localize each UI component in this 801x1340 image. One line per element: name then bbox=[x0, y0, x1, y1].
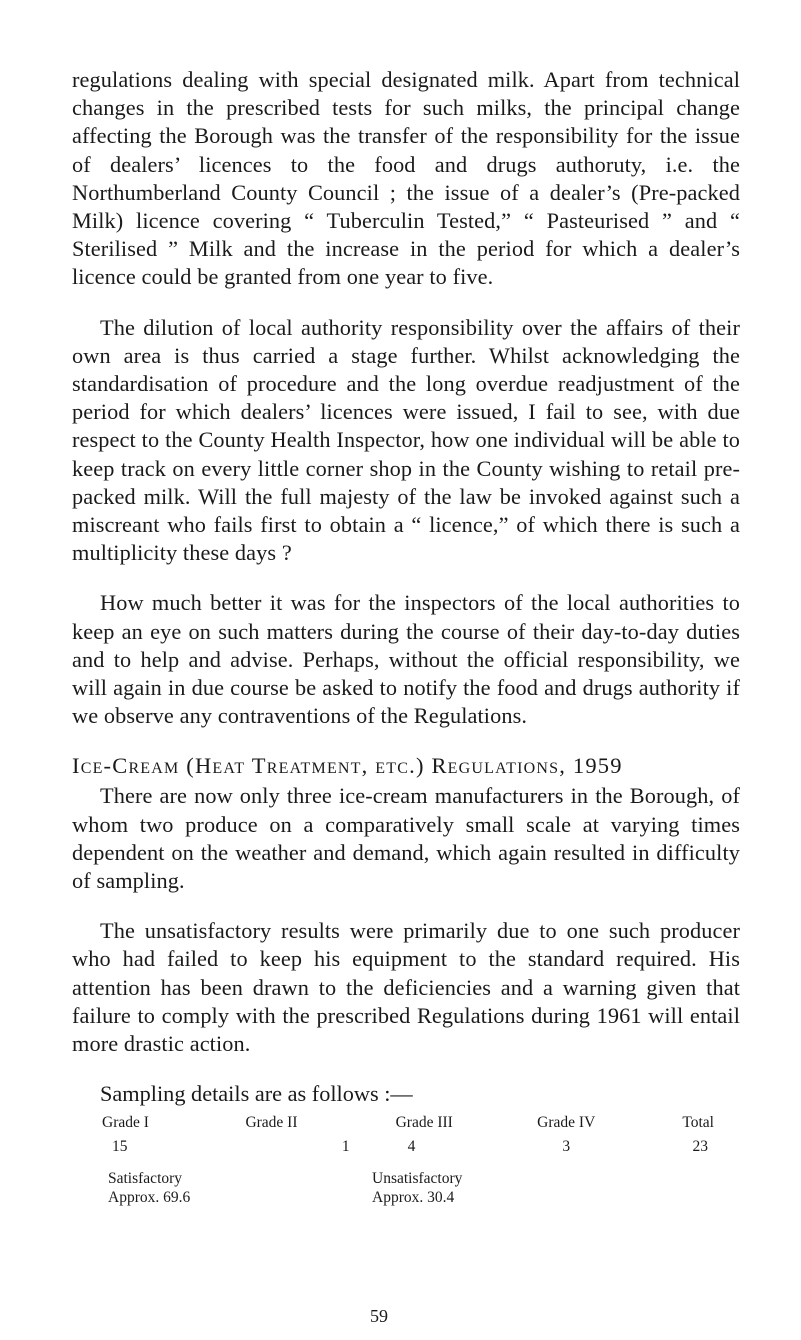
header-total: Total bbox=[682, 1114, 714, 1132]
paragraph-inspectors: How much better it was for the inspectors of the local authorities to keep an eye on such matters during the course of their day-to-day duties and to help and advise. Perhaps, without the official responsibility, we will again in due course be asked to notify the food and drugs authority if we observe any contraventions of the Regulations. bbox=[72, 590, 740, 729]
value-total: 23 bbox=[692, 1138, 708, 1156]
satisfactory-summary bbox=[108, 1169, 348, 1207]
paragraph-special-milk: regulations dealing with special designated milk. Apart from technical changes in the prescribed tests for such milks, the principal change affecting the Borough was the transfer of the responsibility for the issue of dealers’ licences to the food and drugs authoruty, i.e. the Northumberland County Council ; the issue of a dealer’s (Pre-packed Milk) licence covering “ Tuberculin Tested,” “ Pasteurised ” and “ Sterilised ” Milk and the increase in the period for which a dealer’s licence could be granted from one year to five. bbox=[72, 67, 740, 290]
header-grade-1: Grade I bbox=[102, 1114, 149, 1132]
section-heading-ice-cream: Ice-Cream (Heat Treatment, etc.) Regulations, 1959 bbox=[72, 753, 623, 779]
summary-row bbox=[108, 1169, 740, 1207]
sampling-table bbox=[102, 1112, 714, 1157]
table-row bbox=[102, 1133, 714, 1157]
paragraph-unsatisfactory: The unsatisfactory results were primarily due to one such producer who had failed to keep his equipment to the standard required. His attention has been drawn to the deficiencies and a warning given that failure to comply with the prescribed Regulations during 1961 will entail more drastic action. bbox=[72, 918, 740, 1057]
table-header-row bbox=[102, 1112, 714, 1133]
value-grade-1: 15 bbox=[112, 1138, 128, 1156]
header-grade-4: Grade IV bbox=[537, 1114, 596, 1132]
document-page bbox=[72, 66, 740, 1207]
sampling-details-label: Sampling details are as follows :— bbox=[100, 1081, 413, 1107]
satisfactory-value: Approx. 69.6 bbox=[108, 1189, 191, 1207]
page-number: 59 bbox=[370, 1306, 388, 1326]
header-grade-3: Grade III bbox=[395, 1114, 453, 1132]
unsatisfactory-value: Approx. 30.4 bbox=[372, 1189, 455, 1207]
satisfactory-label: Satisfactory bbox=[108, 1170, 183, 1188]
value-grade-4: 3 bbox=[562, 1138, 571, 1156]
unsatisfactory-label: Unsatisfactory bbox=[372, 1170, 463, 1188]
header-grade-2: Grade II bbox=[245, 1114, 298, 1132]
unsatisfactory-summary bbox=[348, 1169, 612, 1207]
value-grade-2: 1 bbox=[341, 1138, 350, 1156]
value-grade-3: 4 bbox=[407, 1138, 416, 1156]
paragraph-manufacturers: There are now only three ice-cream manufacturers in the Borough, of whom two produce on a comparatively small scale at varying times dependent on the weather and demand, which again resulted in difficulty of sampling. bbox=[72, 783, 740, 894]
paragraph-dilution: The dilution of local authority responsibility over the affairs of their own area is thus carried a stage further. Whilst acknowledging the standardisation of procedure and the long overdue readjustment of the period for which dealers’ licences were issued, I fail to see, with due respect to the County Health Inspector, how one individual will be able to keep track on every little corner shop in the County wishing to retail pre-packed milk. Will the full majesty of the law be invoked against such a miscreant who fails first to obtain a “ licence,” of which there is such a multiplicity these days ? bbox=[72, 314, 740, 566]
